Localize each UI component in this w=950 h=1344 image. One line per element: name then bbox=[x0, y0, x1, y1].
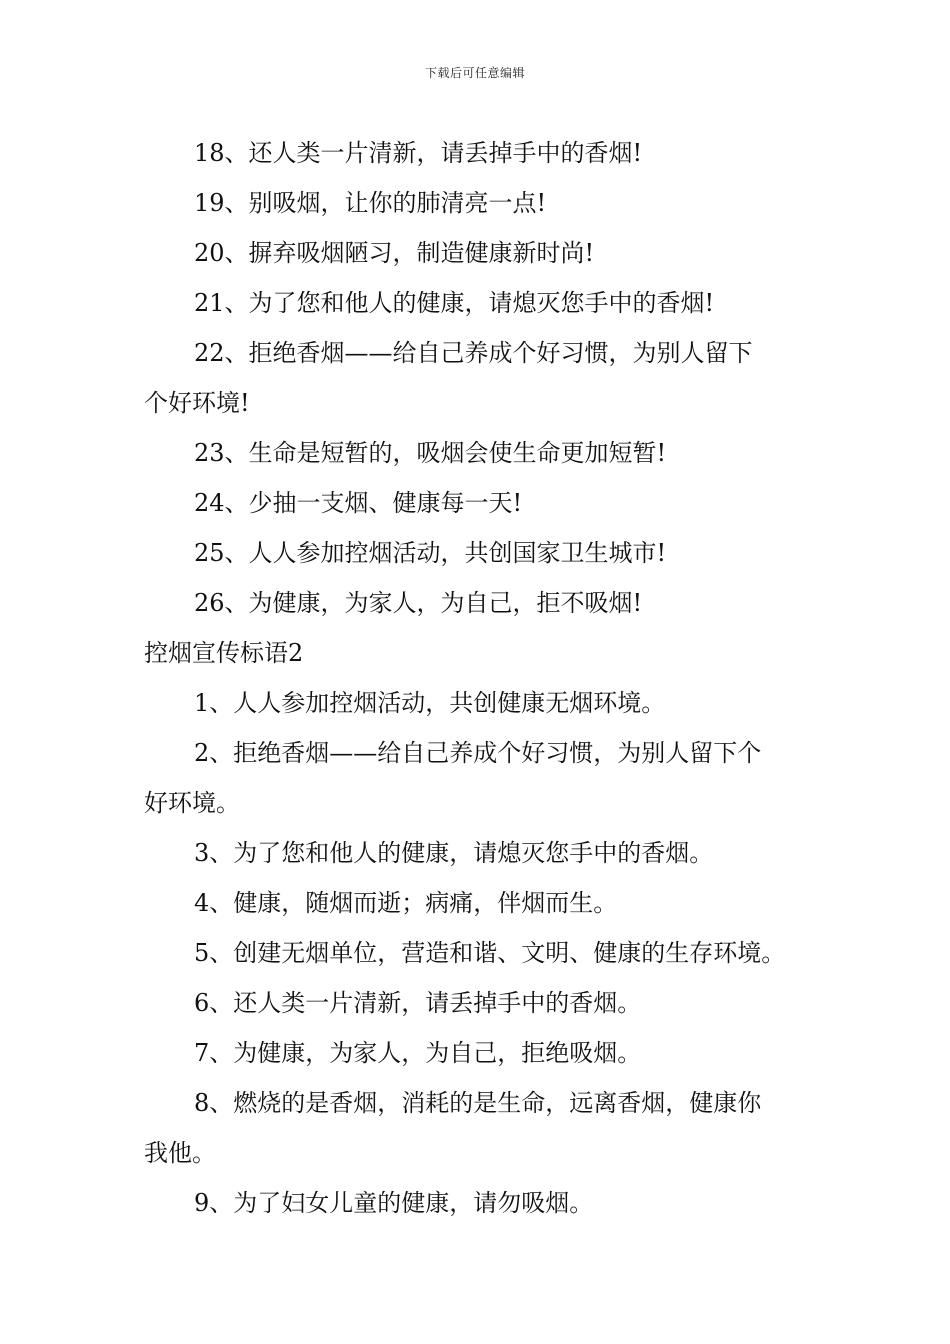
slogan-line: 5、创建无烟单位，营造和谐、文明、健康的生存环境。 bbox=[194, 939, 786, 967]
slogan-line: 18、还人类一片清新，请丢掉手中的香烟! bbox=[194, 139, 643, 167]
slogan-line: 8、燃烧的是香烟，消耗的是生命，远离香烟，健康你 bbox=[194, 1089, 762, 1117]
slogan-line: 1、人人参加控烟活动，共创健康无烟环境。 bbox=[194, 689, 666, 717]
slogan-line: 24、少抽一支烟、健康每一天! bbox=[194, 489, 523, 517]
slogan-line: 4、健康，随烟而逝；病痛，伴烟而生。 bbox=[194, 889, 618, 917]
slogan-line: 25、人人参加控烟活动，共创国家卫生城市! bbox=[194, 539, 667, 567]
document-body bbox=[144, 128, 812, 1228]
slogan-line: 23、生命是短暂的，吸烟会使生命更加短暂! bbox=[194, 439, 667, 467]
slogan-line: 3、为了您和他人的健康，请熄灭您手中的香烟。 bbox=[194, 839, 714, 867]
slogan-line-continuation: 个好环境! bbox=[144, 389, 250, 417]
slogan-line: 9、为了妇女儿童的健康，请勿吸烟。 bbox=[194, 1189, 594, 1217]
section-heading: 控烟宣传标语2 bbox=[144, 639, 304, 667]
slogan-line: 19、别吸烟，让你的肺清亮一点! bbox=[194, 189, 547, 217]
slogan-line: 7、为健康，为家人，为自己，拒绝吸烟。 bbox=[194, 1039, 642, 1067]
slogan-line: 22、拒绝香烟——给自己养成个好习惯，为别人留下 bbox=[194, 339, 753, 367]
page-header-note: 下载后可任意编辑 bbox=[424, 66, 525, 80]
slogan-line-continuation: 好环境。 bbox=[144, 789, 240, 817]
slogan-line: 20、摒弃吸烟陋习，制造健康新时尚! bbox=[194, 239, 595, 267]
slogan-line: 6、还人类一片清新，请丢掉手中的香烟。 bbox=[194, 989, 642, 1017]
slogan-line-continuation: 我他。 bbox=[144, 1139, 216, 1167]
slogan-line: 26、为健康，为家人，为自己，拒不吸烟! bbox=[194, 589, 643, 617]
slogan-line: 2、拒绝香烟——给自己养成个好习惯，为别人留下个 bbox=[194, 739, 762, 767]
slogan-line: 21、为了您和他人的健康，请熄灭您手中的香烟! bbox=[194, 289, 715, 317]
